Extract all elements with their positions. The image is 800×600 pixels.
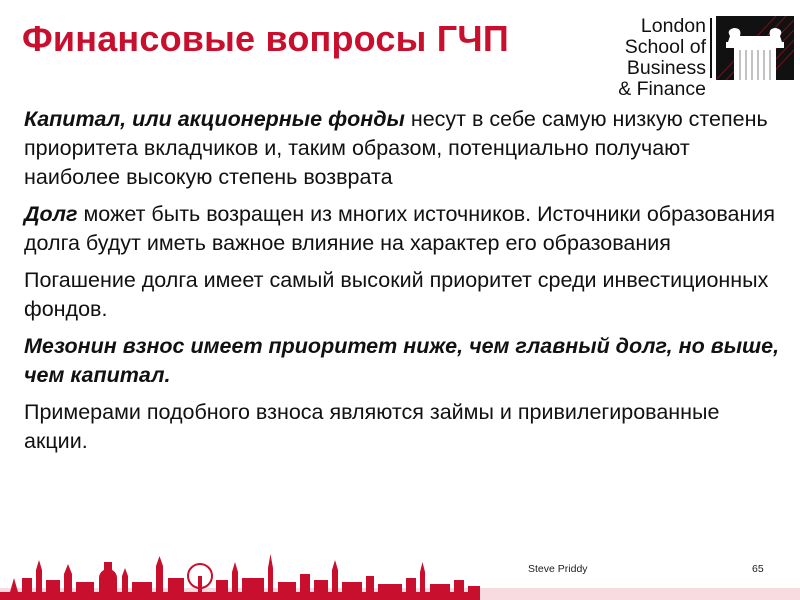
logo-wordmark	[566, 16, 706, 100]
paragraph-repayment	[24, 266, 784, 324]
london-skyline-icon	[0, 548, 800, 600]
paragraph-lead: Долг	[24, 202, 78, 226]
logo-line-2: School of Business	[624, 36, 706, 79]
paragraph-mezzanine	[24, 332, 784, 390]
logo-divider	[710, 18, 712, 78]
paragraph-text: может быть возращен из многих источников. Источники образования долга будут иметь важное влияние на характер его образования	[24, 202, 776, 255]
slide-title: Финансовые вопросы ГЧП	[22, 18, 509, 59]
paragraph-debt	[24, 200, 784, 258]
paragraph-capital	[24, 105, 784, 192]
paragraph-lead: Мезонин взнос имеет приоритет ниже, чем главный долг, но выше, чем капитал.	[24, 334, 780, 387]
column-capital-icon	[716, 16, 794, 80]
paragraph-text: Примерами подобного взноса являются займы и привилегированные акции.	[24, 400, 720, 453]
slide-footer	[0, 548, 800, 600]
paragraph-text: Погашение долга имеет самый высокий приоритет среди инвестиционных фондов.	[24, 268, 769, 321]
logo-line-1: London	[640, 15, 706, 37]
paragraph-text: несут в себе самую низкую степень приоритета вкладчиков и, таким образом, потенциально получают наиболее высокую степень возврата	[24, 107, 768, 189]
school-logo	[560, 15, 796, 100]
presenter-name: Steve Priddy	[528, 563, 588, 575]
logo-line-3: & Finance	[618, 78, 706, 100]
paragraph-examples	[24, 398, 784, 456]
page-number: 65	[752, 563, 764, 575]
slide-body	[24, 105, 784, 464]
paragraph-lead: Капитал, или акционерные фонды	[24, 107, 405, 131]
